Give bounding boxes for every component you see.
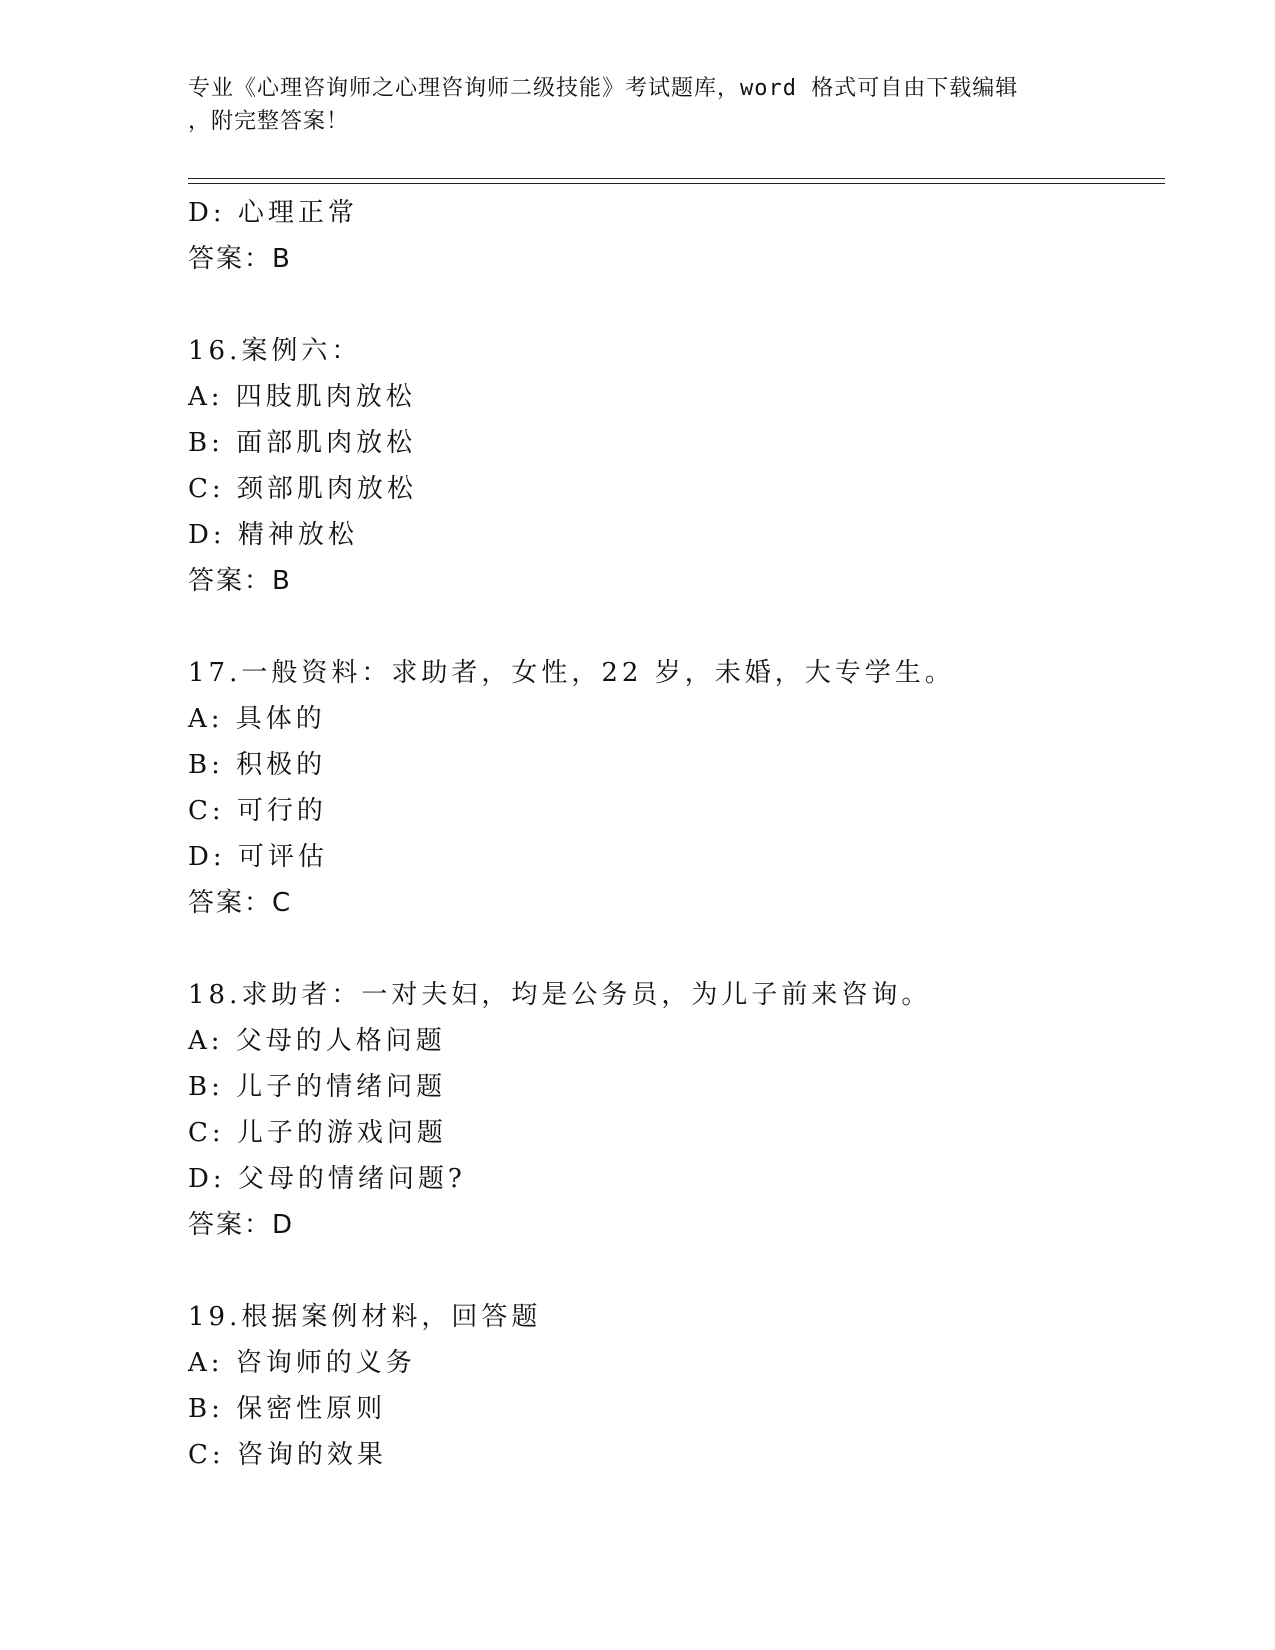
answer: 答案：B (188, 244, 292, 274)
option-a: A: 具体的 (188, 704, 326, 734)
question-stem: 16.案例六： (188, 336, 362, 366)
option-a: A: 咨询师的义务 (188, 1348, 416, 1378)
question-17 (188, 650, 1165, 926)
option-c: C: 咨询的效果 (188, 1440, 387, 1470)
answer: 答案：D (188, 1210, 295, 1240)
header-divider-bottom (188, 183, 1165, 184)
header-line-2: ，附完整答案！ (188, 109, 350, 134)
spacer (188, 1248, 1165, 1294)
question-16 (188, 328, 1165, 604)
option-b: B: 积极的 (188, 750, 327, 780)
option-b: B: 面部肌肉放松 (188, 428, 417, 458)
option-a: A: 四肢肌肉放松 (188, 382, 416, 412)
option-c: C: 可行的 (188, 796, 327, 826)
question-stem: 18.求助者：一对夫妇，均是公务员，为儿子前来咨询。 (188, 980, 932, 1010)
option-c: C: 颈部肌肉放松 (188, 474, 417, 504)
question-19 (188, 1294, 1165, 1478)
option-d: D: 可评估 (188, 842, 328, 872)
option-b: B: 保密性原则 (188, 1394, 387, 1424)
header-divider-top (188, 178, 1165, 179)
option-d: D: 父母的情绪问题? (188, 1164, 466, 1194)
spacer (188, 282, 1165, 328)
question-stem: 17.一般资料：求助者，女性，22 岁，未婚，大专学生。 (188, 658, 955, 688)
spacer (188, 604, 1165, 650)
option-b: B: 儿子的情绪问题 (188, 1072, 447, 1102)
question-stem: 19.根据案例材料，回答题 (188, 1302, 542, 1332)
option-c: C: 儿子的游戏问题 (188, 1118, 447, 1148)
question-18 (188, 972, 1165, 1248)
spacer (188, 926, 1165, 972)
answer: 答案：C (188, 888, 293, 918)
question-list (188, 190, 1165, 1478)
document-header (188, 72, 1088, 138)
option-a: A: 父母的人格问题 (188, 1026, 446, 1056)
option-d: D: 心理正常 (188, 198, 358, 228)
answer: 答案：B (188, 566, 292, 596)
header-line-1: 专业《心理咨询师之心理咨询师二级技能》考试题库，word 格式可自由下载编辑 (188, 76, 1019, 101)
option-d: D: 精神放松 (188, 520, 358, 550)
